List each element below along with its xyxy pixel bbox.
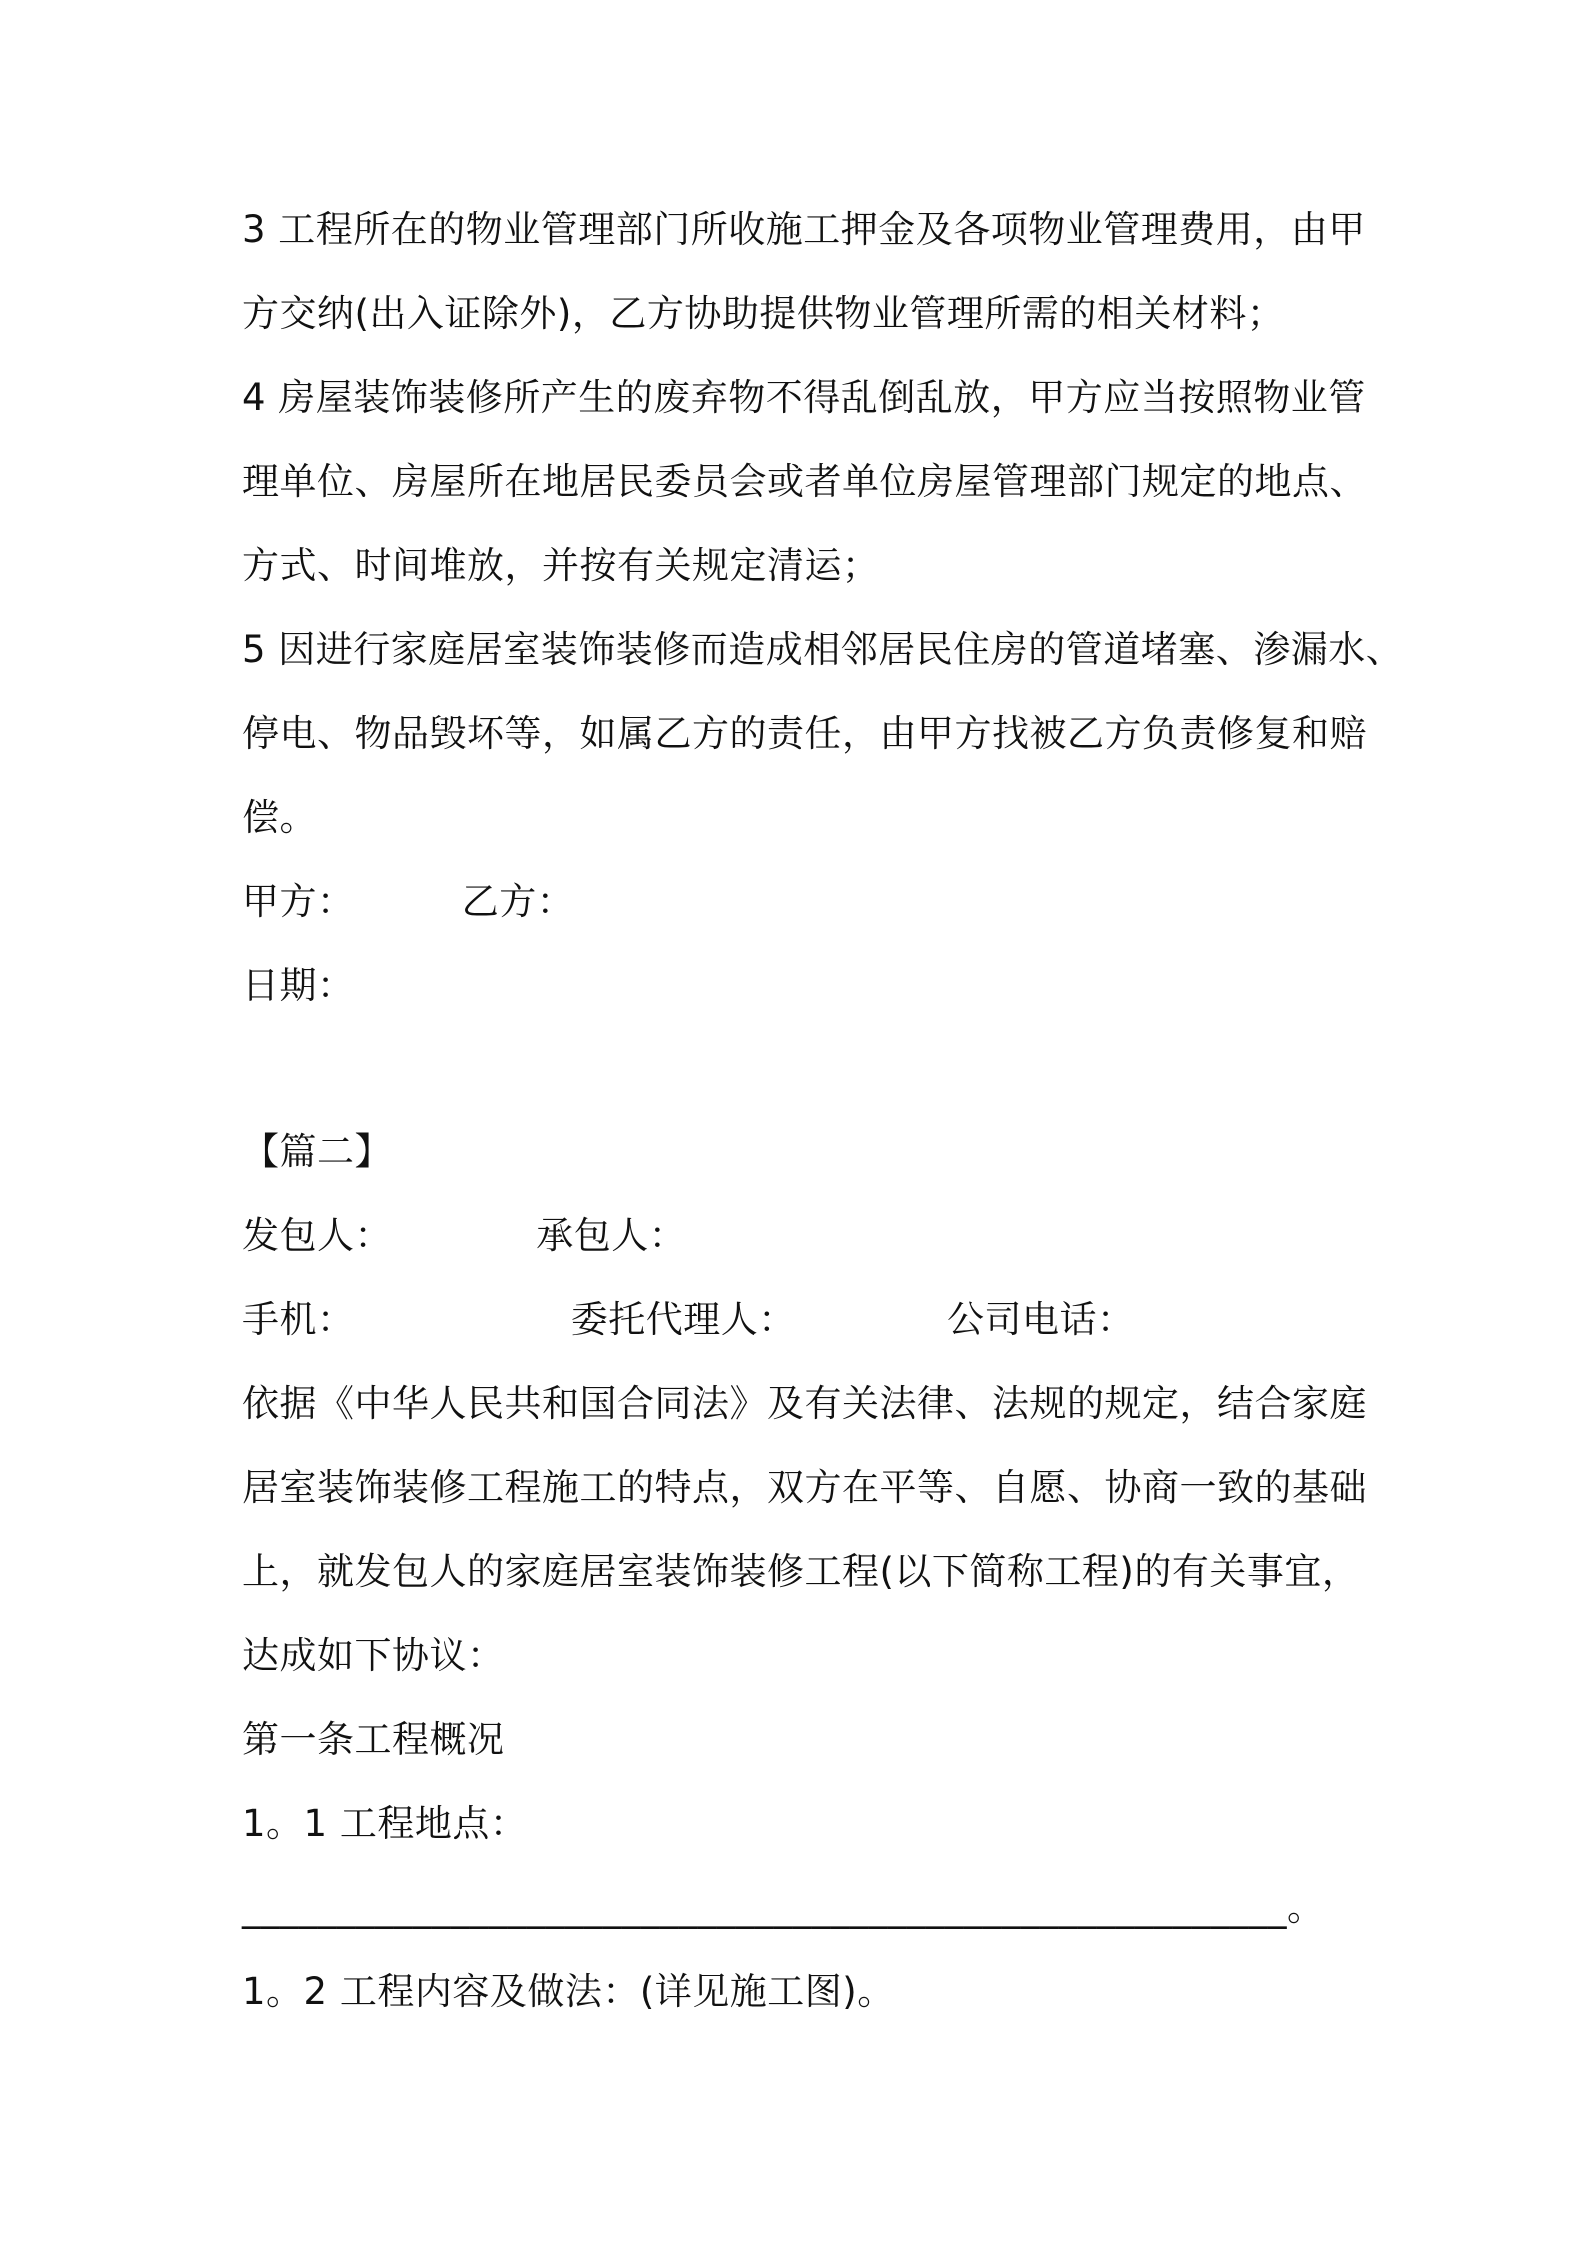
mobile-label: 手机： (242, 1298, 355, 1341)
agreement-line-2: 居室装饰装修工程施工的特点，双方在平等、自愿、协商一致的基础 (242, 1466, 1367, 1509)
contractor-label: 承包人： (536, 1214, 687, 1257)
contact-row (242, 1278, 1372, 1362)
section-two-title: 【篇二】 (242, 1130, 392, 1173)
article-one-title: 第一条工程概况 (242, 1718, 505, 1761)
employer-label: 发包人： (242, 1214, 392, 1257)
agreement-line-4: 达成如下协议： (242, 1634, 505, 1677)
agent-label: 委托代理人： (570, 1298, 796, 1341)
paragraph-line-1: 3 工程所在的物业管理部门所收施工押金及各项物业管理费用，由甲 (242, 208, 1366, 251)
work-location-blank: _______________________________________________________。 (242, 1886, 1325, 1929)
date-label: 日期： (242, 964, 355, 1007)
work-content-line: 1。2 工程内容及做法：(详见施工图)。 (242, 1970, 895, 2013)
party-b-label: 乙方： (461, 880, 575, 923)
paragraph-line-6: 5 因进行家庭居室装饰装修而造成相邻居民住房的管道堵塞、渗漏水、 (242, 628, 1404, 671)
signature-row (242, 860, 1372, 944)
work-location-label: 1。1 工程地点： (242, 1802, 528, 1845)
paragraph-line-2: 方交纳(出入证除外)，乙方协助提供物业管理所需的相关材料； (242, 292, 1285, 335)
employer-row (242, 1194, 1372, 1278)
agreement-line-3: 上，就发包人的家庭居室装饰装修工程(以下简称工程)的有关事宜， (242, 1550, 1360, 1593)
paragraph-line-3: 4 房屋装饰装修所产生的废弃物不得乱倒乱放，甲方应当按照物业管 (242, 376, 1366, 419)
paragraph-line-5: 方式、时间堆放，并按有关规定清运； (242, 544, 880, 587)
paragraph-line-4: 理单位、房屋所在地居民委员会或者单位房屋管理部门规定的地点、 (242, 460, 1367, 503)
paragraph-line-7: 停电、物品毁坏等，如属乙方的责任，由甲方找被乙方负责修复和赔 (242, 712, 1367, 755)
company-phone-label: 公司电话： (947, 1298, 1135, 1341)
agreement-line-1: 依据《中华人民共和国合同法》及有关法律、法规的规定，结合家庭 (242, 1382, 1367, 1425)
party-a-label: 甲方： (242, 880, 355, 923)
paragraph-line-8: 偿。 (242, 796, 317, 839)
